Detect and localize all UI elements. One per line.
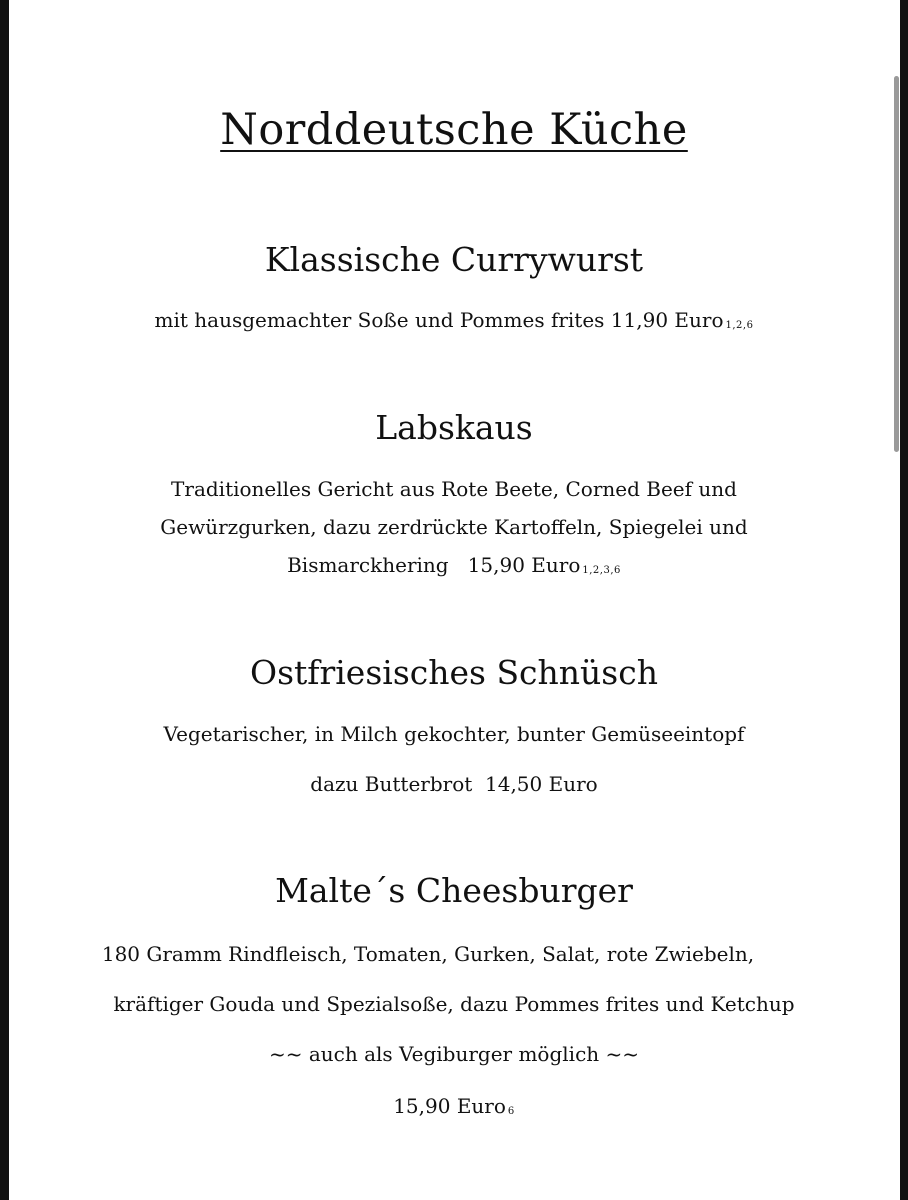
allergen-codes: 1,2,6 [725,320,754,331]
description-line: dazu Butterbrot 14,50 Euro [310,772,598,796]
window-edge-right [900,0,908,1200]
description-line: mit hausgemachter Soße und Pommes frites 11,90 Euro [154,308,724,332]
description-line: Gewürzgurken, dazu zerdrückte Kartoffeln, Spiegelei und [160,515,748,539]
description-line: ~~ auch als Vegiburger möglich ~~ [268,1042,640,1066]
dish-name-schnuesch: Ostfriesisches Schnüsch [250,653,658,692]
description-line: 180 Gramm Rindfleisch, Tomaten, Gurken, Salat, rote Zwiebeln, [101,942,755,966]
dish-price-line-cheesburger [0,1091,908,1127]
dish-name-labskaus: Labskaus [375,408,533,447]
menu-title [0,100,908,160]
description-line: Traditionelles Gericht aus Rote Beete, Corned Beef und [171,477,737,501]
price: 15,90 Euro [393,1094,506,1118]
description-line: kräftiger Gouda und Spezialsoße, dazu Pommes frites und Ketchup [113,992,795,1016]
dish-name-currywurst: Klassische Currywurst [264,240,644,279]
window-edge-left [0,0,9,1200]
description-line: Bismarckhering 15,90 Euro [287,553,581,577]
description-line: Vegetarischer, in Milch gekochter, bunter Gemüseeintopf [163,722,745,746]
allergen-codes: 6 [507,1106,515,1117]
dish-name-cheesburger: Malte´s Cheesburger [275,871,633,910]
dish-price-line-labskaus [0,550,908,586]
allergen-codes: 1,2,3,6 [582,565,621,576]
menu-title-text: Norddeutsche Küche [220,105,688,155]
menu-page [9,0,899,1200]
dish-description-currywurst [0,305,908,341]
vertical-scrollbar[interactable] [894,76,899,452]
